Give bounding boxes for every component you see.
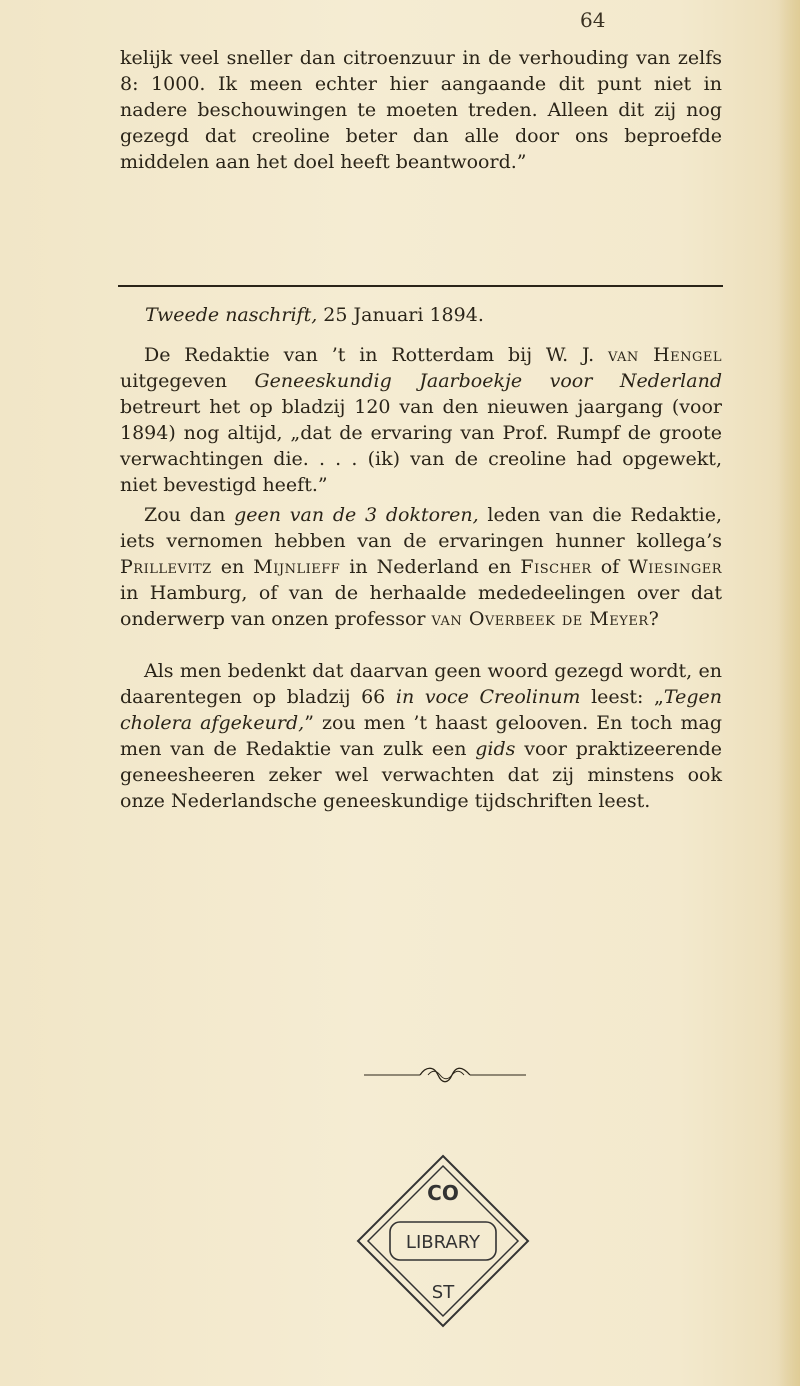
p4-text-a: Als men bedenkt dat daarvan geen woord gezegd wordt, en daarentegen op bladzij 66 [120,660,722,708]
p2-text-a: De Redaktie van ’t in Rotterdam bij W. J. [144,344,608,366]
p3-name-wiesinger: Wiesinger [628,556,722,578]
p3-text-a: Zou dan [144,504,235,526]
p2-name-hengel: van Hengel [607,344,723,366]
p2-text-c: betreurt het op bladzij 120 van den nieuwen jaargang (voor 1894) nog altijd, „dat de ervaring van Prof. Rumpf de groote verwachtingen die. . . . (ik) van de creoline had opgewekt, niet bevestigd heeft.” [120,396,722,496]
stamp-bottom-text: ST [431,1282,455,1303]
heading-title: Tweede naschrift, [145,304,318,326]
p2-text-b: uitgegeven [120,370,255,392]
stamp-middle-text: LIBRARY [405,1232,481,1253]
section-heading [145,302,484,328]
stamp-top-text: CO [427,1181,459,1205]
p3-text-b: leden van die Redaktie, iets vernomen hebben van de ervaringen hunner kollega’s [120,504,723,552]
end-ornament-icon [360,1064,530,1086]
p4-italic-cholera: Tegen cholera afgekeurd, [120,686,722,734]
p3-text-g: ? [648,608,659,630]
library-stamp-icon [350,1148,536,1334]
paragraph-3 [120,502,722,632]
p4-text-c: ” zou men ’t haast gelooven. En toch mag men van de Redaktie van zulk een [120,712,722,760]
p3-text-f: in Hamburg, of van de herhaalde mededeelingen over dat onderwerp van onzen professor [120,582,722,630]
page-edge-shadow [778,0,800,1386]
p4-italic-gids: gids [475,738,516,760]
paragraph-1: kelijk veel sneller dan citroenzuur in de verhouding van zelfs 8: 1000. Ik meen echter hier aangaande dit punt niet in nadere beschouwingen te moeten treden. Alleen dit zij nog gezegd dat creoline beter dan alle door ons beproefde middelen aan het doel heeft beantwoord.” [120,47,722,173]
p3-name-prillevitz: Prillevitz [120,556,212,578]
p4-text-b: leest: „ [580,686,664,708]
p3-name-mijnlieff: Mijnlieff [253,556,341,578]
p3-text-c: en [211,556,254,578]
paragraph-4 [120,658,722,814]
p3-text-e: of [591,556,629,578]
paragraph-2 [120,342,722,498]
section-divider [118,285,723,287]
p2-book-title: Geneeskundig Jaarboekje voor Nederland [254,370,722,392]
p4-text-d: voor praktizeerende geneesheeren zeker wel verwachten dat zij minstens ook onze Nederlandsche geneeskundige tijdschriften leest. [120,738,722,812]
p4-italic-creolinum: in voce Creolinum [395,686,581,708]
page-number: 64 [580,8,606,32]
p3-italic-doctors: geen van de 3 doktoren, [234,504,479,526]
p3-name-fischer: Fischer [520,556,592,578]
p3-text-d: in Nederland en [340,556,521,578]
heading-date: 25 Januari 1894. [317,304,484,326]
p3-name-overbeek: van Overbeek de Meyer [431,608,649,630]
